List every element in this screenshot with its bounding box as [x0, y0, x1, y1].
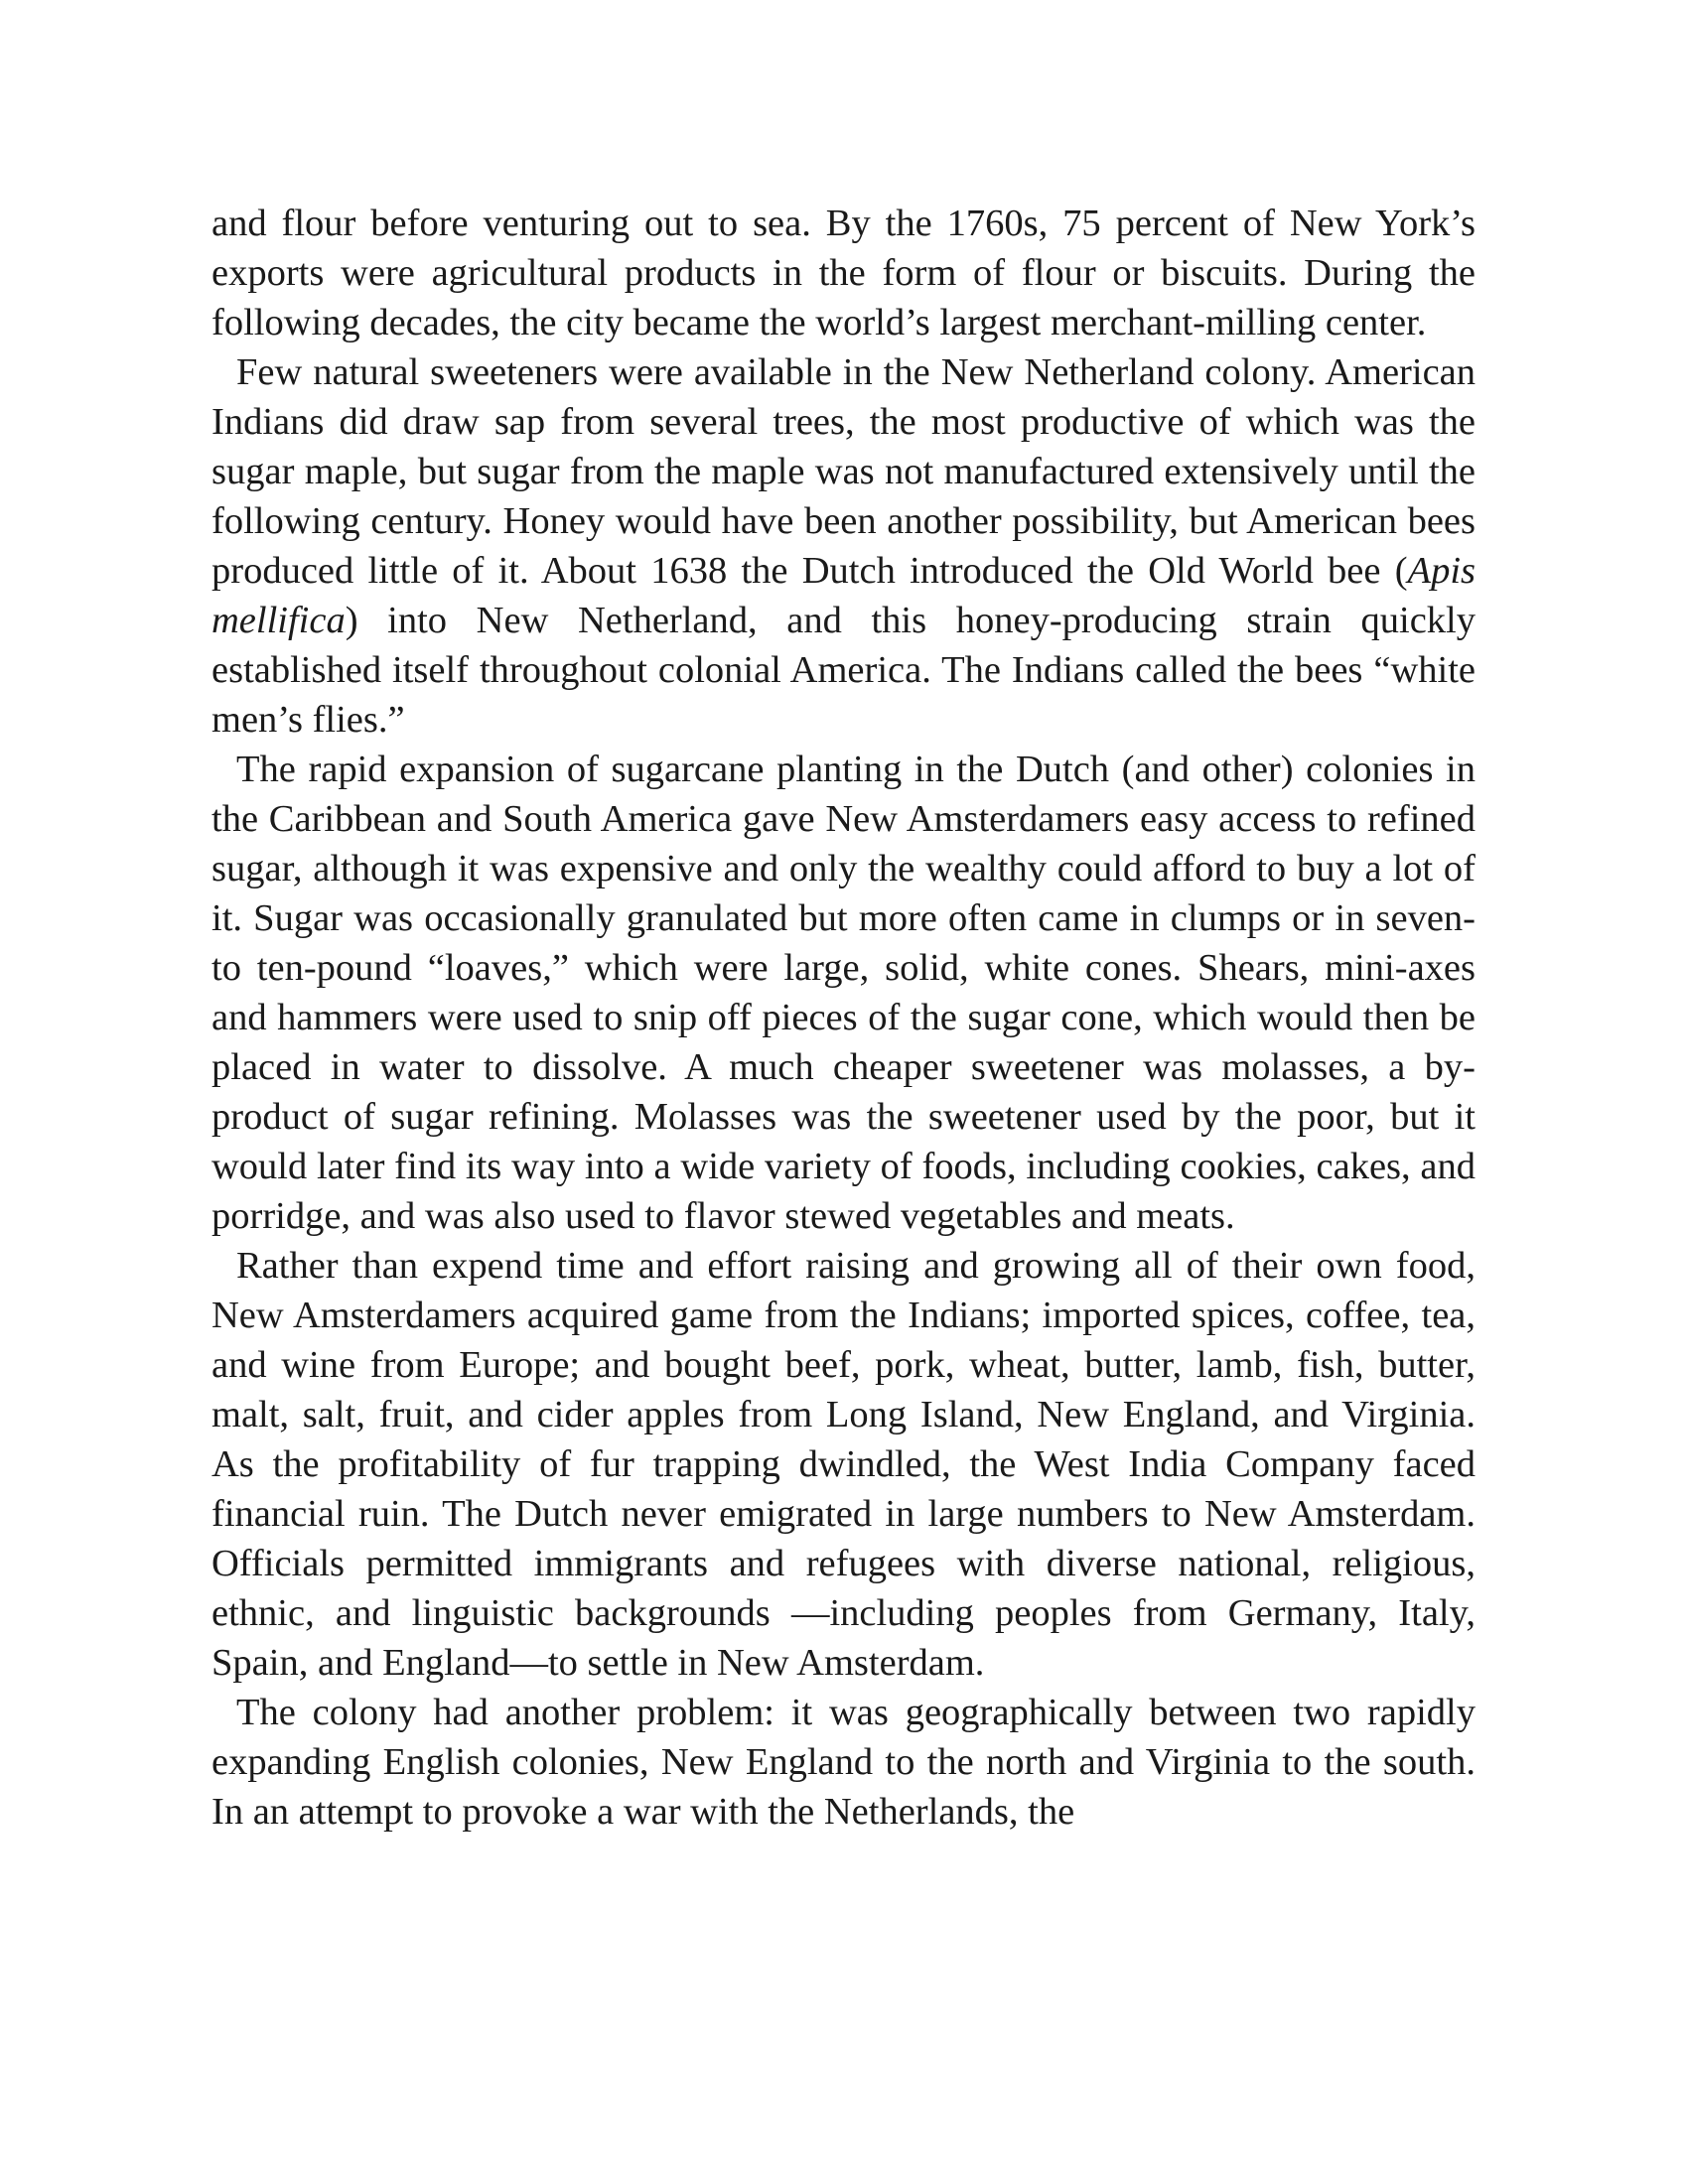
paragraph — [211, 199, 1476, 347]
paragraph-text: Rather than expend time and effort raising and growing all of their own food, New Amsterdamers acquired game from the Indians; imported spices, coffee, tea, and wine from Europe; and bought beef, pork, wheat, butter, lamb, fish, butter, malt, salt, fruit, and cider apples from Long Island, New England, and Virginia. As the profitability of fur trapping dwindled, the West India Company faced financial ruin. The Dutch never emigrated in large numbers to New Amsterdam. Officials permitted immigrants and refugees with diverse national, religious, ethnic, and linguistic backgrounds —including peoples from Germany, Italy, Spain, and England—to settle in New Amsterdam. — [211, 1245, 1476, 1684]
page-body — [211, 199, 1476, 1837]
paragraph-text: and flour before venturing out to sea. By the 1760s, 75 percent of New York’s exports were agricultural products in the form of flour or biscuits. During the following decades, the city became the world’s largest merchant-milling center. — [211, 203, 1476, 343]
paragraph-text: Few natural sweeteners were available in the New Netherland colony. American Indians did draw sap from several trees, the most productive of which was the sugar maple, but sugar from the maple was not manufactured extensively until the following century. Honey would have been another possibility, but American bees produced little of it. About 1638 the Dutch introduced the Old World bee ( — [211, 351, 1476, 592]
paragraph — [211, 1241, 1476, 1688]
paragraph — [211, 1688, 1476, 1837]
paragraph-text: ) into New Netherland, and this honey-producing strain quickly established itself throughout colonial America. The Indians called the bees “white men’s flies.” — [211, 600, 1476, 741]
paragraph-text: The rapid expansion of sugarcane planting in the Dutch (and other) colonies in the Caribbean and South America gave New Amsterdamers easy access to refined sugar, although it was expensive and only the wealthy could afford to buy a lot of it. Sugar was occasionally granulated but more often came in clumps or in seven- to ten-pound “loaves,” which were large, solid, white cones. Shears, mini-axes and hammers were used to snip off pieces of the sugar cone, which would then be placed in water to dissolve. A much cheaper sweetener was molasses, a by-product of sugar refining. Molasses was the sweetener used by the poor, but it would later find its way into a wide variety of foods, including cookies, cakes, and porridge, and was also used to flavor stewed vegetables and meats. — [211, 749, 1476, 1237]
paragraph — [211, 745, 1476, 1241]
paragraph — [211, 347, 1476, 745]
italic-species-name: Apis mellifica — [211, 550, 1476, 641]
paragraph-text: The colony had another problem: it was geographically between two rapidly expanding English colonies, New England to the north and Virginia to the south. In an attempt to provoke a war with the Netherlands, the — [211, 1692, 1476, 1833]
